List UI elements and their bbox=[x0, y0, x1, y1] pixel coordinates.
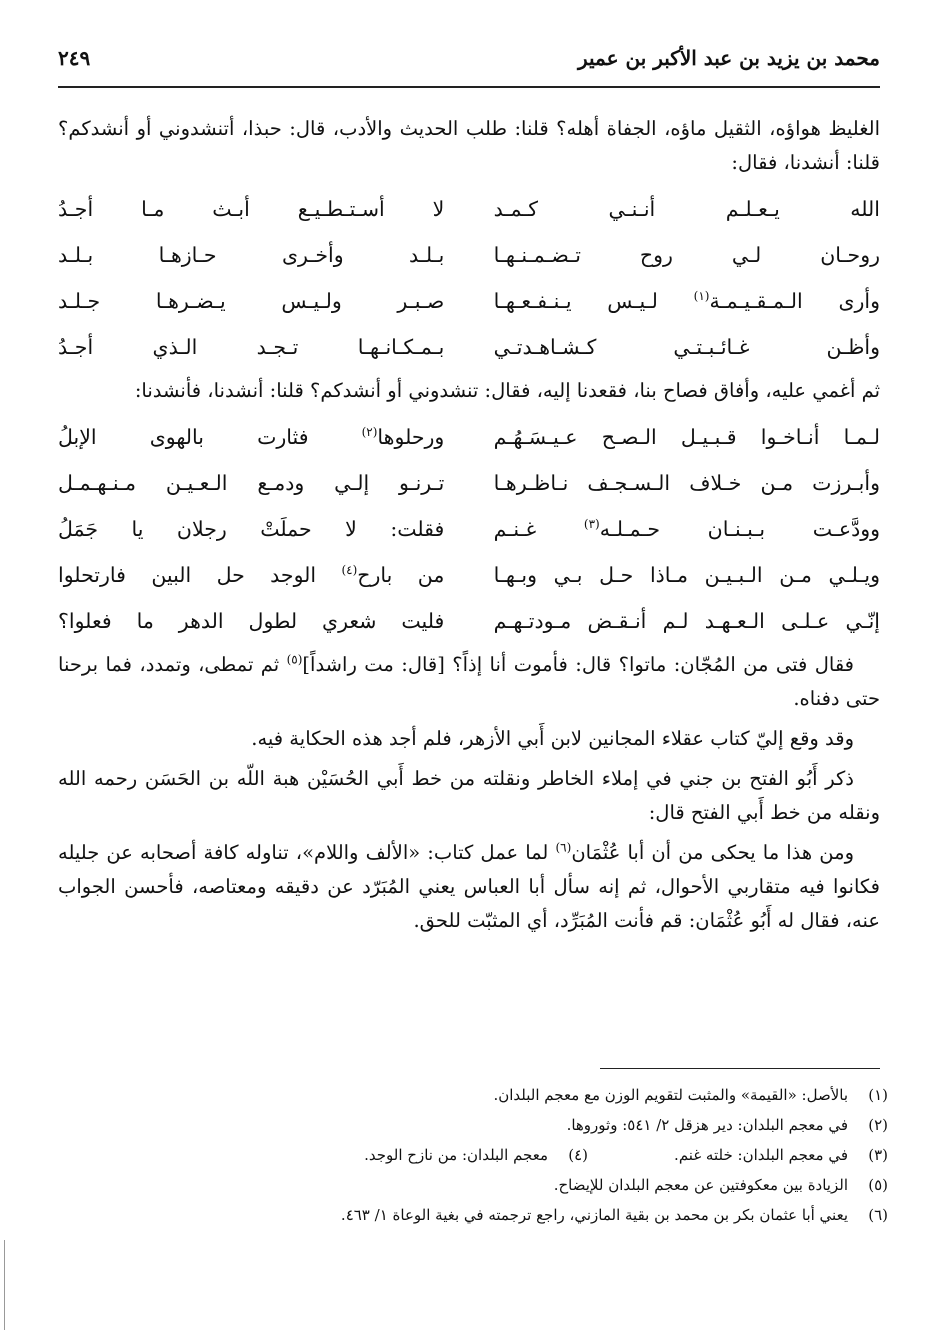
verse-second-hemistich: من بارح$^{(٤)}$ الوجد حل البين فارتحلوا bbox=[58, 563, 445, 587]
footnote-text: بالأصل: «القيمة» والمثبت لتقويم الوزن مع معجم البلدان. bbox=[493, 1086, 848, 1104]
footnote-number: (١) bbox=[868, 1086, 888, 1104]
footnote-marker[interactable]: (٤) bbox=[341, 563, 358, 578]
verse-second-hemistich: فقلت: لا حملَتْ رجلان يا جَمَلُ bbox=[58, 517, 445, 541]
paragraph: ذكر أَبُو الفتح بن جني في إملاء الخاطر ونقلته من خط أَبي الحُسَيْن هبة اللّه بن الحَسَن رحمه الله ونقله من خط أَبي الفتح قال: bbox=[58, 767, 880, 824]
verse-line bbox=[58, 186, 880, 232]
poem-2 bbox=[58, 414, 880, 644]
footnote-marker[interactable]: (١) bbox=[693, 289, 710, 304]
verse-second-hemistich: تـرنـو إلـي ودمـع الـعـيـن مـنـهـمـل bbox=[58, 471, 445, 495]
verse-first-hemistich: وأبـرزت مـن خـلاف الـسـجـف نـاظـرهـا bbox=[493, 471, 880, 495]
verse-line bbox=[58, 324, 880, 370]
running-title: محمد بن يزيد بن عبد الأكبر بن عمير bbox=[577, 46, 880, 70]
footnote-marker[interactable]: (٢) bbox=[361, 425, 378, 440]
poem-1 bbox=[58, 186, 880, 370]
verse-second-hemistich: ورحلوها$^{(٢)}$ فثارت بالهوى الإبلُ bbox=[58, 425, 445, 449]
verse-first-hemistich: لـمـا أنـاخـوا قـبـيـل الـصـح عـيـسَـهُـم bbox=[493, 425, 880, 449]
paragraph: فقال فتى من المُجّان: ماتوا؟ قال: فأموت أنا إذاً؟ [قال: مت راشداً]$^{(٥)}$ ثم تمطى، وتمدد، فما برحنا حتى دفناه. bbox=[58, 652, 880, 710]
verse-first-hemistich: وودَّعـت بـبـنـان حـمـلـه$^{(٣)}$ غـنـم bbox=[493, 517, 880, 541]
footnote-divider bbox=[600, 1068, 880, 1069]
paragraph: ومن هذا ما يحكى من أن أبا عُثْمَان$^{(٦)}$ لما عمل كتاب: «الألف واللام»، تناوله كافة أصحابه عن جليله فكانوا فيه متقاربي الأحوال، ثم إنه سأل أبا العباس يعني المُبَرّد عن دقيقه ومعتاصه، فأحسن الجواب عنه، فقال له أَبُو عُثْمَان: قم فأنت المُبَرِّد، أي المثبّت للحق. bbox=[58, 840, 880, 932]
footnote-row bbox=[58, 1140, 888, 1170]
verse-first-hemistich: ويـلـي مـن الـبـيـن مـاذا حـل بـي وبـهـا bbox=[493, 563, 880, 587]
paragraph: وقد وقع إليّ كتاب عقلاء المجانين لابن أَبي الأزهر، فلم أجد هذه الحكاية فيه. bbox=[251, 727, 854, 750]
paragraph: الغليظ هواؤه، الثقيل ماؤه، الجفاة أهله؟ قلنا: طلب الحديث والأدب، قال: حبذا، أتنشدوني أو أنشدكم؟ قلنا: أنشدنا، فقال: bbox=[58, 117, 880, 174]
footnote-item bbox=[588, 1140, 888, 1170]
running-header bbox=[58, 46, 880, 82]
footnote-marker[interactable]: (٦) bbox=[555, 840, 572, 855]
footnote-item bbox=[364, 1140, 588, 1170]
footnote-marker[interactable]: (٥) bbox=[286, 652, 303, 667]
verse-line bbox=[58, 552, 880, 598]
footnote-number: (٣) bbox=[868, 1146, 888, 1164]
verse-line bbox=[58, 278, 880, 324]
verse-line bbox=[58, 598, 880, 644]
main-text bbox=[58, 112, 880, 938]
verse-line bbox=[58, 460, 880, 506]
footnote-item bbox=[58, 1170, 888, 1200]
footnotes bbox=[58, 1080, 888, 1230]
verse-second-hemistich: صـبـر ولـيـس يـضـرهـا جـلـد bbox=[58, 289, 445, 313]
verse-second-hemistich: بـلـد وأخـرى حـازهـا بـلـد bbox=[58, 243, 445, 267]
verse-first-hemistich: وأرى الـمـقـيـمـة$^{(١)}$ لـيـس يـنـفـعـهـا bbox=[493, 289, 880, 313]
verse-first-hemistich: وأظـن غـائـبـتـي كـشـاهـدتـي bbox=[493, 335, 880, 359]
footnote-number: (٥) bbox=[868, 1176, 888, 1194]
footnote-item bbox=[58, 1080, 888, 1110]
footnote-number: (٤) bbox=[568, 1146, 588, 1164]
scan-margin-line bbox=[4, 1240, 9, 1330]
footnote-text: معجم البلدان: من نازح الوجد. bbox=[364, 1146, 548, 1164]
verse-line bbox=[58, 414, 880, 460]
paragraph: ثم أغمي عليه، وأفاق فصاح بنا، فقعدنا إليه، فقال: تنشدوني أو أنشدكم؟ قلنا: أنشدنا، فأنشدنا: bbox=[134, 379, 880, 402]
footnote-number: (٦) bbox=[868, 1206, 888, 1224]
footnote-item bbox=[58, 1200, 888, 1230]
footnote-text: يعني أبا عثمان بكر بن محمد بن بقية المازني، راجع ترجمته في بغية الوعاة ١/ ٤٦٣. bbox=[340, 1206, 848, 1224]
verse-second-hemistich: فليت شعري لطول الدهر ما فعلوا؟ bbox=[58, 609, 445, 633]
verse-second-hemistich: لا أسـتـطـيـع أبـث مـا أجـدُ bbox=[58, 197, 445, 221]
footnote-number: (٢) bbox=[868, 1116, 888, 1134]
footnote-item bbox=[58, 1110, 888, 1140]
footnote-text: في معجم البلدان: دير هزقل ٢/ ٥٤١: وثوروها. bbox=[566, 1116, 848, 1134]
verse-first-hemistich: روحـان لـي روح تـضـمـنـهـا bbox=[493, 243, 880, 267]
footnote-text: الزيادة بين معكوفتين عن معجم البلدان للإيضاح. bbox=[553, 1176, 848, 1194]
footnote-text: في معجم البلدان: خلته غنم. bbox=[674, 1146, 848, 1164]
verse-first-hemistich: الله يـعـلـم أنـنـي كـمـد bbox=[493, 197, 880, 221]
header-divider bbox=[58, 86, 880, 88]
verse-second-hemistich: بـمـكـانـهـا تـجـد الـذي أجـدُ bbox=[58, 335, 445, 359]
verse-line bbox=[58, 506, 880, 552]
page-number: ٢٤٩ bbox=[58, 46, 91, 70]
verse-first-hemistich: إنّـي عـلـى الـعـهـد لـم أنـقـض مـودتـهـم bbox=[493, 609, 880, 633]
verse-line bbox=[58, 232, 880, 278]
footnote-marker[interactable]: (٣) bbox=[583, 517, 600, 532]
